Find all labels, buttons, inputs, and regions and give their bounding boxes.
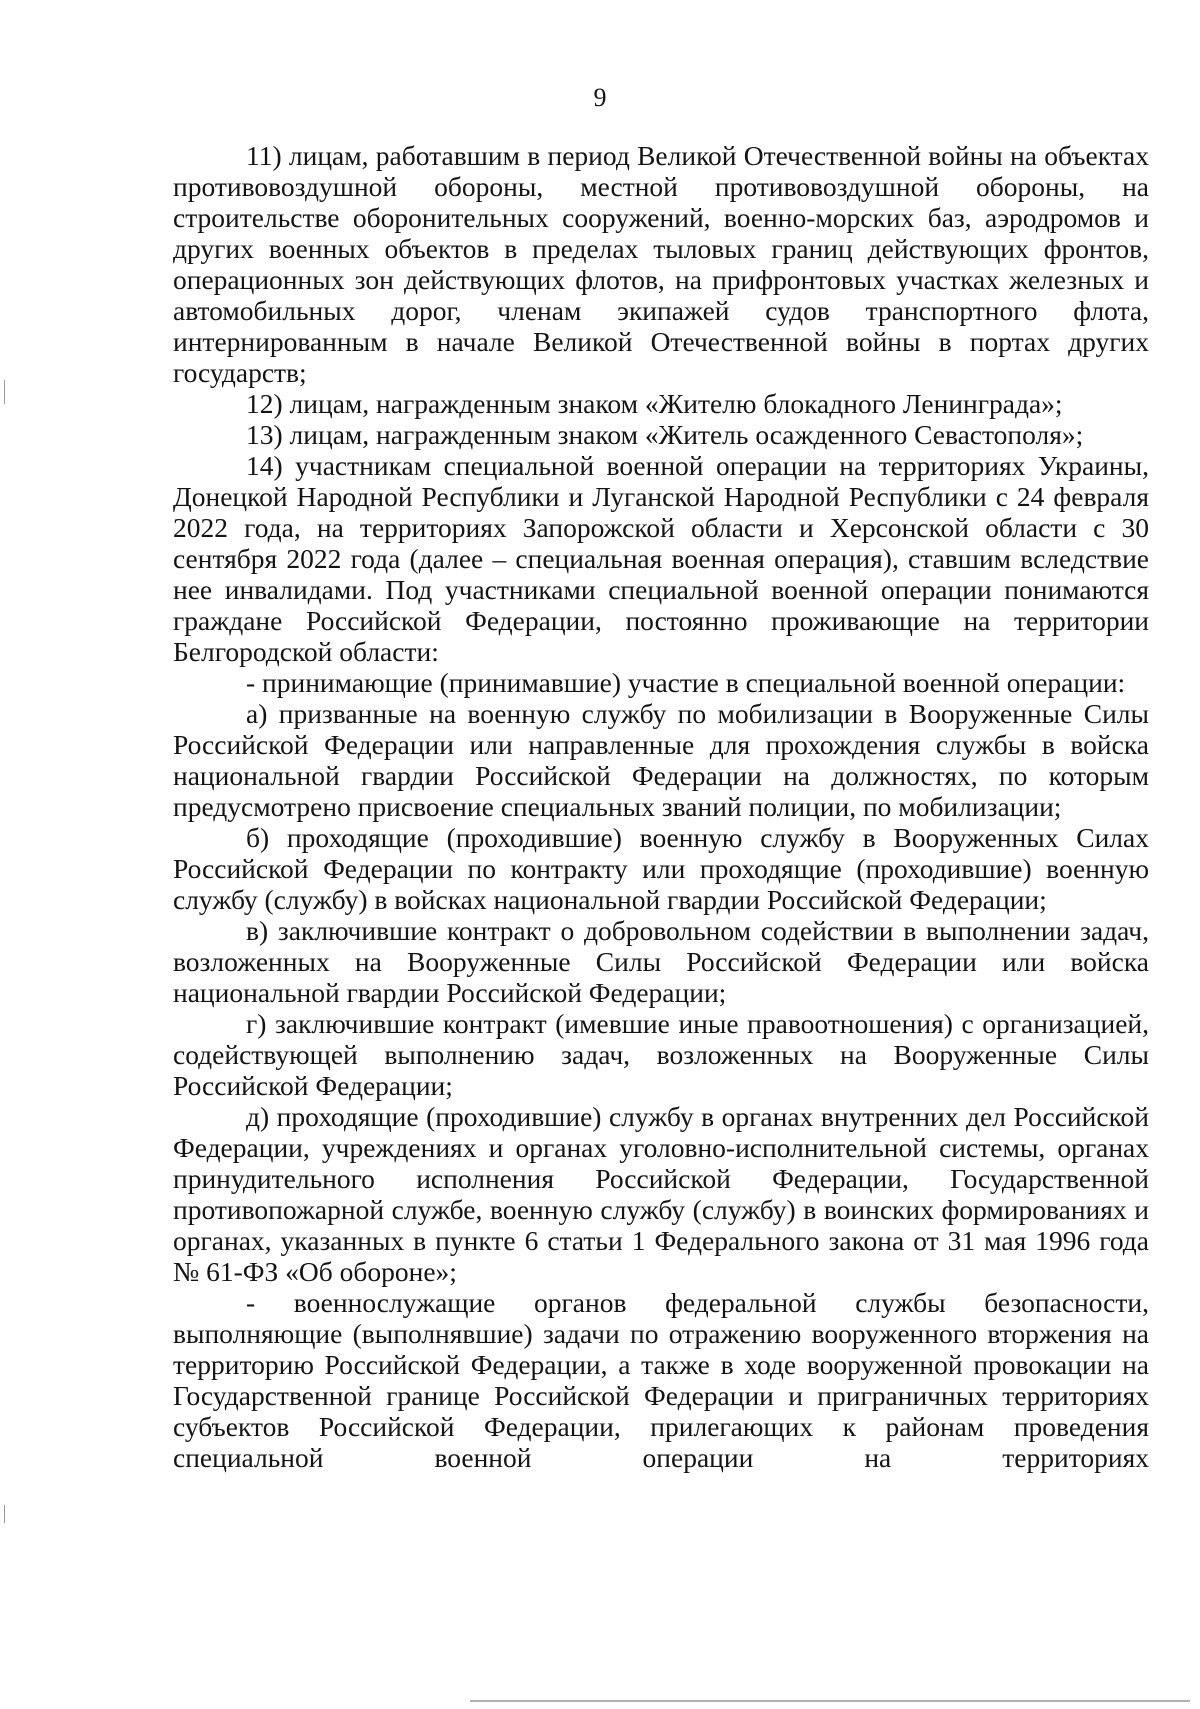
paragraph-item-11: 11) лицам, работавшим в период Великой Отечественной войны на объектах противовоздушной обороны, местной противовоздушной обороны, на строительстве оборонительных сооружений, военно-морских баз, аэродромов и других военных объектов в пределах тыловых границ действующих фронтов, операционных зон действующих флотов, на прифронтовых участках железных и автомобильных дорог, членам экипажей судов транспортного флота, интернированным в начале Великой Отечественной войны в портах других государств; xyxy=(173,140,1149,388)
scan-margin-mark xyxy=(4,380,5,404)
paragraph-item-12: 12) лицам, награжденным знаком «Жителю блокадного Ленинграда»; xyxy=(246,388,1063,419)
scan-edge-line xyxy=(470,1700,1190,1702)
paragraph-subitem-a: а) призванные на военную службу по мобилизации в Вооруженные Силы Российской Федерации или направленные для прохождения службы в войска национальной гвардии Российской Федерации на должностях, по которым предусмотрено присвоение специальных званий полиции, по мобилизации; xyxy=(173,698,1149,822)
paragraph-subitem-g: г) заключившие контракт (имевшие иные правоотношения) с организацией, содействующей выполнению задач, возложенных на Вооруженные Силы Российской Федерации; xyxy=(173,1008,1149,1101)
paragraph-dash-participants: - принимающие (принимавшие) участие в специальной военной операции: xyxy=(246,667,1126,698)
paragraph-subitem-b: б) проходящие (проходившие) военную службу в Вооруженных Силах Российской Федерации по контракту или проходящие (проходившие) военную службу (службу) в войсках национальной гвардии Российской Федерации; xyxy=(173,822,1149,915)
paragraph-dash-fsb: - военнослужащие органов федеральной службы безопасности, выполняющие (выполнявшие) задачи по отражению вооруженного вторжения на территорию Российской Федерации, а также в ходе вооруженной провокации на Государственной границе Российской Федерации и приграничных территориях субъектов Российской Федерации, прилегающих к районам проведения специальной военной операции на территориях xyxy=(173,1287,1149,1473)
paragraph-item-14: 14) участникам специальной военной операции на территориях Украины, Донецкой Народной Республики и Луганской Народной Республики с 24 февраля 2022 года, на территориях Запорожской области и Херсонской области с 30 сентября 2022 года (далее – специальная военная операция), ставшим вследствие нее инвалидами. Под участниками специальной военной операции понимаются граждане Российской Федерации, постоянно проживающие на территории Белгородской области: xyxy=(173,450,1149,667)
paragraph-subitem-d: д) проходящие (проходившие) службу в органах внутренних дел Российской Федерации, учреждениях и органах уголовно-исполнительной системы, органах принудительного исполнения Российской Федерации, Государственной противопожарной службе, военную службу (службу) в воинских формированиях и органах, указанных в пункте 6 статьи 1 Федерального закона от 31 мая 1996 года № 61-ФЗ «Об обороне»; xyxy=(173,1101,1149,1287)
paragraph-subitem-v: в) заключившие контракт о добровольном содействии в выполнении задач, возложенных на Вооруженные Силы Российской Федерации или войска национальной гвардии Российской Федерации; xyxy=(173,915,1149,1008)
document-body xyxy=(173,140,1149,1473)
page-number: 9 xyxy=(593,83,607,112)
scan-margin-mark xyxy=(4,1505,5,1523)
paragraph-item-13: 13) лицам, награжденным знаком «Житель осажденного Севастополя»; xyxy=(246,419,1084,450)
